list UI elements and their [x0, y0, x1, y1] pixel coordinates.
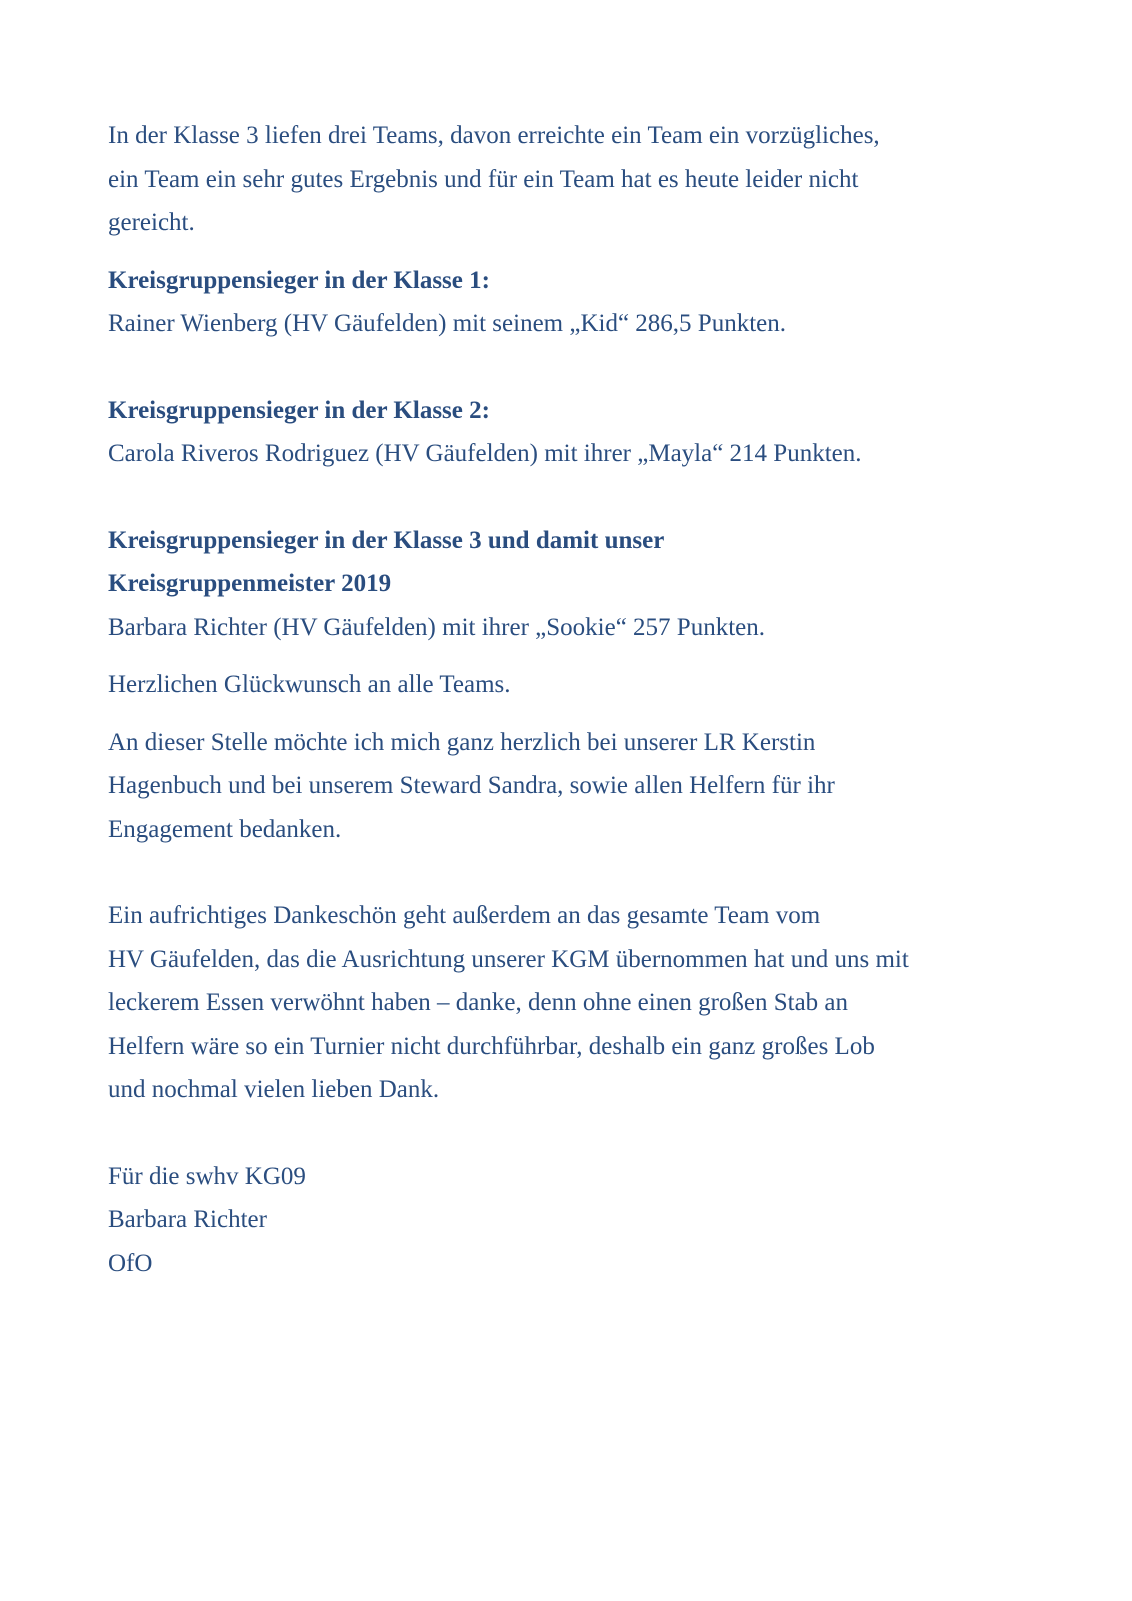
thanks-paragraph-2	[108, 894, 1038, 1112]
signature-line: Für die swhv KG09	[108, 1162, 306, 1190]
thanks-line: Hagenbuch und bei unserem Steward Sandra, sowie allen Helfern für ihr	[108, 772, 835, 799]
winner-class-3	[108, 519, 1038, 650]
winner-heading: Kreisgruppensieger in der Klasse 3 und damit unser	[108, 526, 665, 554]
winner-heading: Kreisgruppensieger in der Klasse 2:	[108, 396, 490, 424]
winner-class-2	[108, 389, 1038, 476]
thanks-line: und nochmal vielen lieben Dank.	[108, 1076, 440, 1103]
thanks-line: Engagement bedanken.	[108, 815, 342, 843]
congratulations-paragraph: Herzlichen Glückwunsch an alle Teams.	[108, 671, 511, 698]
winner-heading: Kreisgruppensieger in der Klasse 1:	[108, 266, 490, 294]
thanks-line: Helfern wäre so ein Turnier nicht durchführbar, deshalb ein ganz großes Lob	[108, 1032, 875, 1060]
winner-class-1	[108, 259, 1038, 346]
intro-line: In der Klasse 3 liefen drei Teams, davon erreichte ein Team ein vorzügliches,	[108, 122, 880, 149]
document-body	[108, 114, 1038, 1285]
intro-line: gereicht.	[108, 209, 195, 236]
thanks-line: HV Gäufelden, das die Ausrichtung unserer KGM übernommen hat und uns mit	[108, 945, 909, 973]
intro-paragraph	[108, 114, 1038, 245]
winner-text: Barbara Richter (HV Gäufelden) mit ihrer „Sookie“ 257 Punkten.	[108, 613, 765, 641]
winner-text: Carola Riveros Rodriguez (HV Gäufelden) mit ihrer „Mayla“ 214 Punkten.	[108, 440, 862, 467]
winner-text: Rainer Wienberg (HV Gäufelden) mit seinem „Kid“ 286,5 Punkten.	[108, 310, 787, 337]
signature-role: OfO	[108, 1249, 153, 1277]
signature	[108, 1155, 1038, 1286]
winner-heading: Kreisgruppenmeister 2019	[108, 570, 392, 597]
thanks-line: Ein aufrichtiges Dankeschön geht außerdem an das gesamte Team vom	[108, 902, 821, 929]
intro-line: ein Team ein sehr gutes Ergebnis und für ein Team hat es heute leider nicht	[108, 165, 859, 193]
thanks-line: An dieser Stelle möchte ich mich ganz herzlich bei unserer LR Kerstin	[108, 728, 816, 756]
thanks-line: leckerem Essen verwöhnt haben – danke, denn ohne einen großen Stab an	[108, 989, 849, 1016]
thanks-paragraph-1	[108, 721, 1038, 852]
signature-name: Barbara Richter	[108, 1206, 267, 1233]
